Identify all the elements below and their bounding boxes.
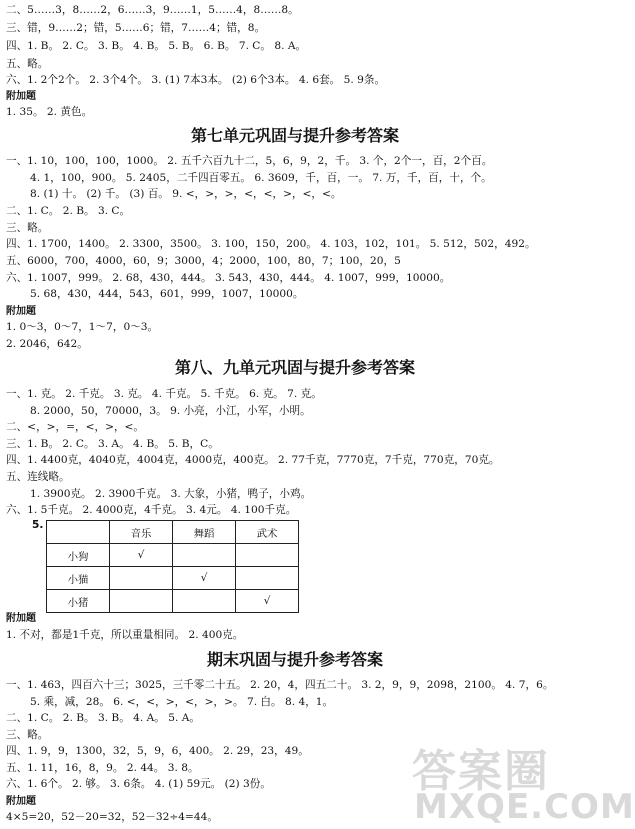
watermark-logo xyxy=(412,735,635,827)
text-line: 六、1. 2个2个。 2. 3个4个。 3. (1) 7本3本。 (2) 6个3本。 4. 6套。 5. 9条。 xyxy=(6,74,386,86)
table-cell: 小猪 xyxy=(47,590,110,613)
table-header-row xyxy=(47,521,299,544)
text-line: 4. 1，100，900。 5. 2405，二千四百零五。 6. 3609，千，百，一。 7. 万，千，百，十，个。 xyxy=(30,172,492,184)
text-line: 五、6000，700，4000，60，9；3000，4；2000，100，80，7；100，20，5 xyxy=(6,255,401,267)
text-line: 二、<，>，=，<，>，<。 xyxy=(6,421,145,433)
text-line: 1. 0～3，0～7，1～7，0～3。 xyxy=(6,321,159,333)
table-cell xyxy=(173,590,236,613)
text-line: 2. 2046，642。 xyxy=(6,338,88,350)
text-line: 三、略。 xyxy=(6,222,49,234)
text-line: 1. 3900克。 2. 3900千克。 3. 大象，小猪，鸭子，小鸡。 xyxy=(30,488,312,500)
text-line: 一、1. 463，四百六十三；3025，三千零二十五。 2. 20，4，四五二十。 3. 2，9，9，2098，2100。 4. 7，6。 xyxy=(6,679,554,691)
text-line: 六、1. 1007，999。 2. 68，430，444。 3. 543，430，444。 4. 1007，999，10000。 xyxy=(6,272,451,284)
table-cell xyxy=(236,567,299,590)
text-line: 四、1. B。 2. C。 3. B。 4. B。 5. B。 6. B。 7. C。 8. A。 xyxy=(6,40,307,52)
question-number: 5. xyxy=(32,519,44,531)
text-line: 8. (1) 十。 (2) 千。 (3) 百。 9. <，>，>，<，<，>，<，<。 xyxy=(30,188,342,200)
watermark-text: 答案圈 xyxy=(412,746,550,797)
extra-heading: 附加题 xyxy=(6,91,36,102)
text-line: 六、1. 5千克。 2. 4000克，4千克。 3. 4元。 4. 100千克。 xyxy=(6,504,297,516)
table-cell xyxy=(110,590,173,613)
table-cell: 小狗 xyxy=(47,544,110,567)
table-row xyxy=(47,590,299,613)
text-line: 四、1. 1700，1400。 2. 3300，3500。 3. 100，150，200。 4. 103，102，101。 5. 512，502，492。 xyxy=(6,238,536,250)
extra-heading: 附加题 xyxy=(6,613,36,624)
text-line: 五、略。 xyxy=(6,58,49,70)
text-line: 四、1. 4400克，4040克，4004克，4000克，400克。 2. 77千克，7770克，7千克，770克，70克。 xyxy=(6,454,500,466)
table-header-cell xyxy=(47,521,110,544)
text-line: 5. 68，430，444，543，601，999，1007，10000。 xyxy=(30,288,304,300)
extra-heading: 附加题 xyxy=(6,796,36,807)
text-line: 二、1. C。 2. B。 3. B。 4. A。 5. A。 xyxy=(6,712,200,724)
section-title: 期末巩固与提升参考答案 xyxy=(206,650,383,669)
text-line: 一、1. 10，100，100，1000。 2. 五千六百九十二，5，6，9，2，千。 3. 个，2个一，百，2个百。 xyxy=(6,155,493,167)
table-cell xyxy=(173,544,236,567)
text-line: 五、连线略。 xyxy=(6,471,70,483)
text-line: 五、1. 11，16，8，9。 2. 44。 3. 8。 xyxy=(6,762,199,774)
text-line: 一、1. 克。 2. 千克。 3. 克。 4. 千克。 5. 千克。 6. 克。 7. 克。 xyxy=(6,388,322,400)
watermark-url: MXQE.COM xyxy=(414,787,635,827)
table-cell xyxy=(110,567,173,590)
text-line: 1. 不对，都是1千克，所以重量相同。 2. 400克。 xyxy=(6,629,244,641)
extra-heading: 附加题 xyxy=(6,306,36,317)
text-line: 四、1. 9，9，1300，32，5，9，6，400。 2. 29，23，49。 xyxy=(6,745,309,757)
text-line: 二、1. C。 2. B。 3. C。 xyxy=(6,205,131,217)
table-row xyxy=(47,567,299,590)
text-line: 5. 乘，减，28。 6. <，<，>，<，>，>。 7. 白。 8. 4，1。 xyxy=(30,696,334,708)
activity-table xyxy=(46,520,299,613)
section-title: 第七单元巩固与提升参考答案 xyxy=(190,126,399,145)
text-line: 六、1. 6个。 2. 够。 3. 6条。 4. (1) 59元。 (2) 3份。 xyxy=(6,778,271,790)
text-line: 三、略。 xyxy=(6,729,49,741)
table-cell: √ xyxy=(110,544,173,567)
text-line: 三、1. B。 2. C。 3. A。 4. B。 5. B，C。 xyxy=(6,438,219,450)
table-cell: √ xyxy=(236,590,299,613)
table-cell: √ xyxy=(173,567,236,590)
table-cell: 小猫 xyxy=(47,567,110,590)
table-cell xyxy=(236,544,299,567)
text-line: 二、5……3，8……2，6……3，9……1，5……4，8……8。 xyxy=(6,4,299,16)
text-line: 三、错，9……2；错，5……6；错，7……4；错，8。 xyxy=(6,22,266,34)
section-title: 第八、九单元巩固与提升参考答案 xyxy=(174,358,415,377)
text-line: 8. 2000，50，70000，3。 9. 小亮，小江，小军，小明。 xyxy=(30,405,311,417)
table-header-cell: 舞蹈 xyxy=(173,521,236,544)
text-line: 4×5=20，52－20=32，52－32÷4=44。 xyxy=(6,811,218,823)
table-row xyxy=(47,544,299,567)
table-header-cell: 武术 xyxy=(236,521,299,544)
table-header-cell: 音乐 xyxy=(110,521,173,544)
text-line: 1. 35。 2. 黄色。 xyxy=(6,106,93,118)
